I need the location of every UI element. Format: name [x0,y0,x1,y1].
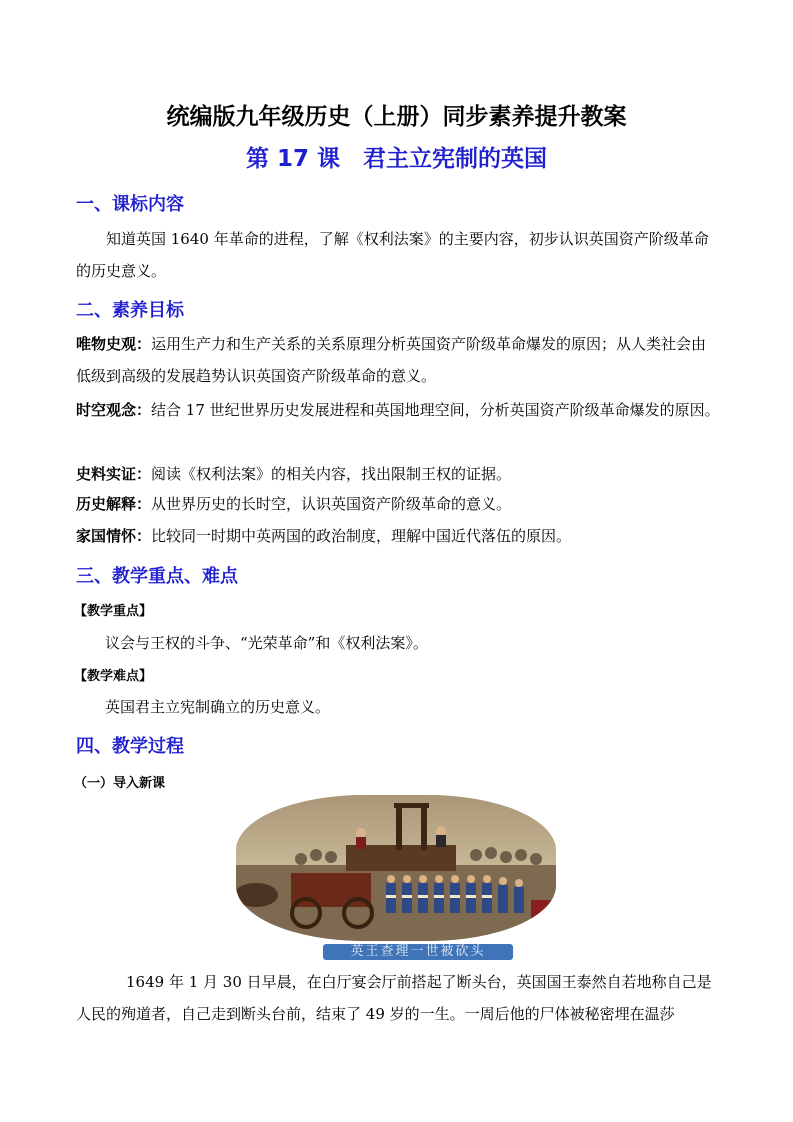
standards-paragraph: 知道英国 1640 年革命的进程，了解《权利法案》的主要内容，初步认识英国资产阶级革命的历史意义。 [76,230,709,280]
goal-text: 运用生产力和生产关系的关系原理分析英国资产阶级革命爆发的原因；从人类社会由低级到高级的发展趋势认识英国资产阶级革命的意义。 [76,335,707,385]
goal-item [76,328,721,392]
goal-item [76,394,721,426]
goal-item [76,488,721,520]
goal-text: 从世界历史的长时空，认识英国资产阶级革命的意义。 [151,495,512,513]
goal-label: 历史解释： [76,495,152,513]
lesson-title: 第 17 课 君主立宪制的英国 [245,146,548,172]
subsection-intro: （一）导入新课 [74,776,166,791]
goal-item [76,458,721,490]
goal-text: 结合 17 世纪世界历史发展进程和英国地理空间，分析英国资产阶级革命爆发的原因。 [151,401,720,419]
goal-label: 家国情怀： [76,527,152,545]
key-point-text: 议会与王权的斗争、“光荣革命”和《权利法案》。 [105,634,428,652]
execution-painting [236,795,556,941]
goal-label: 时空观念： [76,401,152,419]
section-heading-focus: 三、教学重点、难点 [76,566,238,587]
goal-text: 阅读《权利法案》的相关内容，找出限制王权的证据。 [151,465,512,483]
document-title: 统编版九年级历史（上册）同步素养提升教案 [166,104,627,130]
section-heading-process: 四、教学过程 [76,736,184,757]
painting-illustration [236,795,556,941]
section-heading-goals: 二、素养目标 [76,300,184,321]
goal-label: 唯物史观： [76,335,152,353]
difficulty-text: 英国君主立宪制确立的历史意义。 [105,698,331,716]
section-heading-standards: 一、课标内容 [76,194,184,215]
painting-caption: 英王查理一世被砍头 [323,944,513,960]
intro-paragraph: 1649 年 1 月 30 日早晨，在白厅宴会厅前搭起了断头台，英国国王泰然自若地称自己是人民的殉道者，自己走到断头台前，结束了 49 岁的一生。一周后他的尸体被秘密埋在温莎 [76,973,712,1023]
key-point-label: 【教学重点】 [74,604,153,619]
difficulty-label: 【教学难点】 [74,669,153,684]
goal-text: 比较同一时期中英两国的政治制度，理解中国近代落伍的原因。 [151,527,572,545]
goal-item [76,520,721,552]
goal-label: 史料实证： [76,465,152,483]
